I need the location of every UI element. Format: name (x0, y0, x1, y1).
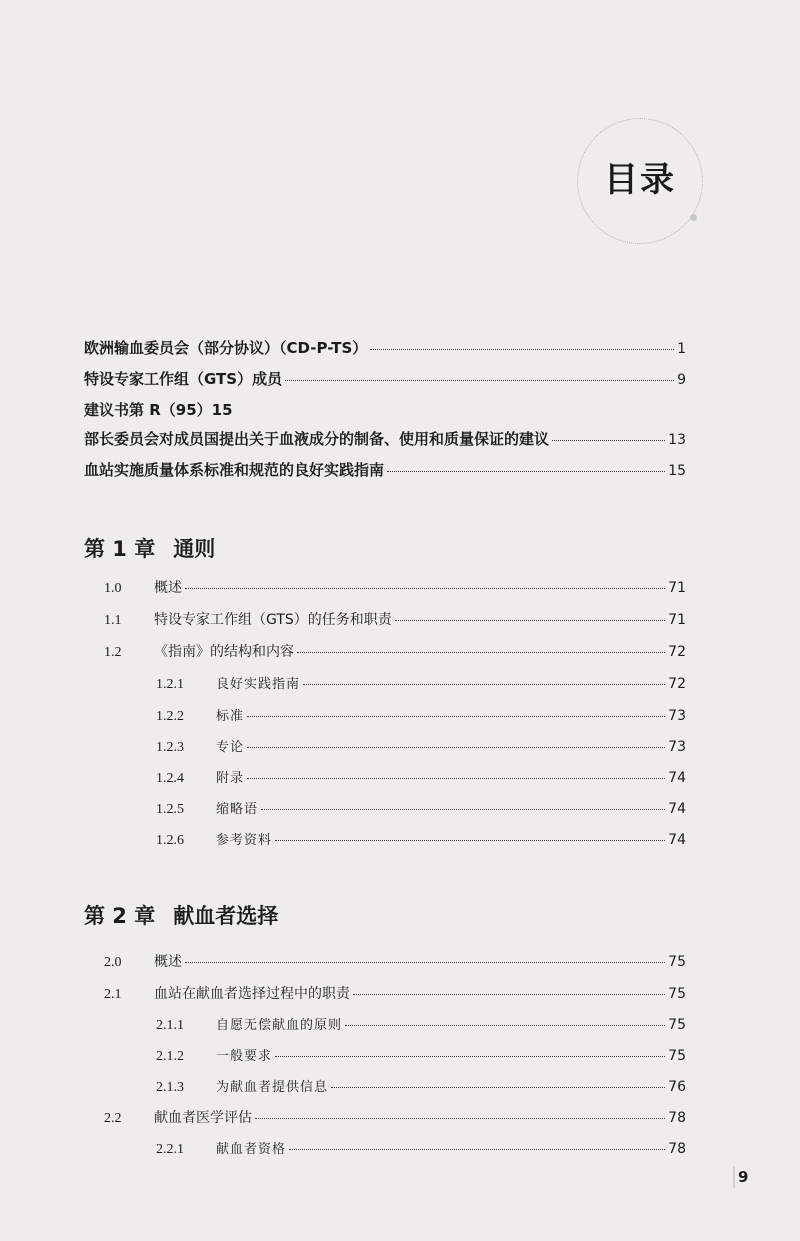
toc-page-number: 73 (668, 708, 686, 724)
toc-entry-2-2-1[interactable] (156, 1139, 686, 1160)
section-label: 献血者医学评估 (154, 1110, 252, 1126)
leader-dots (331, 1087, 665, 1088)
leader-dots (275, 840, 665, 841)
toc-page-number: 72 (668, 676, 686, 692)
chapter-number: 第 1 章 (84, 537, 156, 561)
toc-entry-label: 血站实施质量体系标准和规范的良好实践指南 (84, 461, 385, 479)
toc-entry-1-2-6[interactable] (156, 830, 686, 851)
subsection-label: 缩略语 (216, 802, 259, 817)
subsection-label: 附录 (216, 771, 245, 786)
toc-page-number: 72 (668, 644, 686, 660)
chapter-number: 第 2 章 (84, 904, 156, 928)
toc-page-number: 75 (668, 954, 686, 970)
toc-entry-1-2-4[interactable] (156, 768, 686, 789)
toc-page-number: 76 (668, 1079, 686, 1095)
toc-page-number: 1 (677, 341, 686, 357)
section-label: 概述 (154, 954, 182, 970)
decorative-dot (690, 214, 697, 221)
toc-page-number: 73 (668, 739, 686, 755)
leader-dots (285, 380, 674, 381)
subsection-label: 献血者资格 (216, 1142, 287, 1157)
leader-dots (247, 778, 665, 779)
leader-dots (255, 1118, 665, 1119)
toc-page-number: 78 (668, 1141, 686, 1157)
toc-page-number: 13 (668, 432, 686, 448)
toc-entry-front-3[interactable]: 建议书第 R（95）15 (84, 401, 233, 419)
section-number: 2.0 (104, 955, 122, 970)
subsection-label: 良好实践指南 (216, 677, 301, 692)
subsection-number: 1.2.5 (156, 802, 184, 817)
toc-page-number: 75 (668, 1048, 686, 1064)
toc-page-number: 78 (668, 1110, 686, 1126)
toc-entry-label: 部长委员会对成员国提出关于血液成分的制备、使用和质量保证的建议 (84, 430, 550, 448)
leader-dots (247, 747, 665, 748)
section-number: 1.0 (104, 581, 122, 596)
folio-divider (733, 1166, 735, 1188)
toc-page-number: 9 (677, 372, 686, 388)
toc-entry-1-2-5[interactable] (156, 799, 686, 820)
leader-dots (395, 620, 665, 621)
section-number: 2.2 (104, 1111, 122, 1126)
leader-dots (261, 809, 665, 810)
toc-entry-1-2-2[interactable] (156, 706, 686, 727)
chapter-heading-2[interactable] (84, 902, 278, 930)
chapter-title: 献血者选择 (173, 904, 279, 928)
subsection-number: 2.1.1 (156, 1018, 184, 1033)
section-number: 1.2 (104, 645, 122, 660)
chapter-heading-1[interactable] (84, 535, 215, 563)
section-label: 概述 (154, 580, 182, 596)
leader-dots (345, 1025, 665, 1026)
toc-page-number: 74 (668, 770, 686, 786)
toc-entry-label: 欧洲输血委员会（部分协议）（CD-P-TS） (84, 339, 368, 357)
toc-entry-front-5[interactable] (84, 460, 686, 481)
subsection-label: 一般要求 (216, 1049, 273, 1064)
toc-entry-2-1-2[interactable] (156, 1046, 686, 1067)
section-label: 《指南》的结构和内容 (154, 644, 294, 660)
toc-entry-1-1[interactable] (104, 610, 686, 631)
leader-dots (387, 471, 665, 472)
subsection-number: 1.2.6 (156, 833, 184, 848)
leader-dots (370, 349, 674, 350)
toc-page-number: 75 (668, 1017, 686, 1033)
section-label: 特设专家工作组（GTS）的任务和职责 (154, 612, 392, 628)
subsection-number: 2.1.3 (156, 1080, 184, 1095)
section-label: 血站在献血者选择过程中的职责 (154, 986, 350, 1002)
subsection-number: 1.2.2 (156, 709, 184, 724)
toc-page-number: 74 (668, 832, 686, 848)
toc-page-number: 74 (668, 801, 686, 817)
toc-entry-1-2[interactable] (104, 642, 686, 663)
toc-entry-1-2-3[interactable] (156, 737, 686, 758)
subsection-number: 1.2.1 (156, 677, 184, 692)
toc-entry-front-2[interactable] (84, 369, 686, 390)
toc-entry-1-2-1[interactable] (156, 674, 686, 695)
leader-dots (303, 684, 665, 685)
toc-title: 目录 (604, 160, 676, 200)
leader-dots (353, 994, 665, 995)
chapter-title: 通则 (173, 537, 216, 561)
toc-page-number: 15 (668, 463, 686, 479)
toc-entry-2-1-3[interactable] (156, 1077, 686, 1098)
leader-dots (297, 652, 665, 653)
page-folio: 9 (738, 1168, 749, 1186)
leader-dots (289, 1149, 665, 1150)
toc-entry-1-0[interactable] (104, 578, 686, 599)
subsection-number: 1.2.4 (156, 771, 184, 786)
subsection-label: 参考资料 (216, 833, 273, 848)
toc-page-number: 71 (668, 612, 686, 628)
subsection-number: 2.1.2 (156, 1049, 184, 1064)
leader-dots (552, 440, 665, 441)
leader-dots (247, 716, 665, 717)
toc-entry-2-2[interactable] (104, 1108, 686, 1129)
toc-entry-front-4[interactable] (84, 429, 686, 450)
leader-dots (185, 962, 665, 963)
subsection-number: 2.2.1 (156, 1142, 184, 1157)
leader-dots (275, 1056, 665, 1057)
subsection-number: 1.2.3 (156, 740, 184, 755)
toc-entry-front-1[interactable] (84, 338, 686, 359)
section-number: 2.1 (104, 987, 122, 1002)
toc-entry-2-0[interactable] (104, 952, 686, 973)
leader-dots (185, 588, 665, 589)
toc-page-number: 71 (668, 580, 686, 596)
subsection-label: 专论 (216, 740, 245, 755)
toc-entry-2-1[interactable] (104, 984, 686, 1005)
subsection-label: 自愿无偿献血的原则 (216, 1018, 343, 1033)
subsection-label: 为献血者提供信息 (216, 1080, 329, 1095)
toc-entry-2-1-1[interactable] (156, 1015, 686, 1036)
toc-page-number: 75 (668, 986, 686, 1002)
section-number: 1.1 (104, 613, 122, 628)
subsection-label: 标准 (216, 709, 245, 724)
toc-entry-label: 特设专家工作组（GTS）成员 (84, 370, 283, 388)
